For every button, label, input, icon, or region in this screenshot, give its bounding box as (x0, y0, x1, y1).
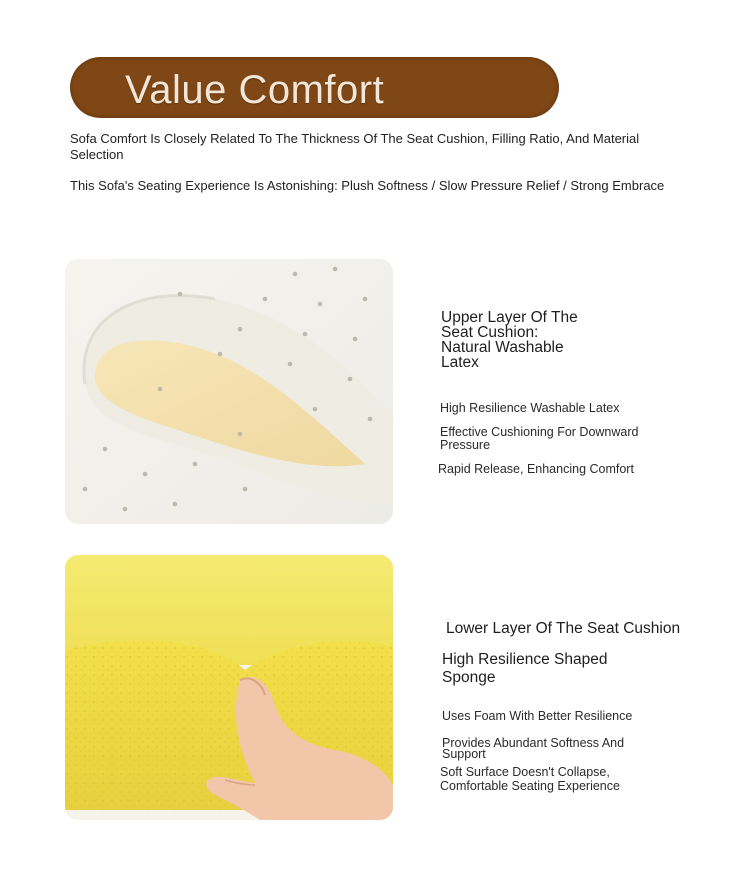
lower-layer-heading: High Resilience Shaped Sponge (442, 651, 608, 686)
lower-feature-2: Provides Abundant Softness And Support (442, 736, 625, 761)
lower-feature-3: Soft Surface Doesn't Collapse, Comfortable Seating Experience (440, 765, 620, 793)
banner-title: Value Comfort (125, 68, 385, 112)
lower-feature-1: Uses Foam With Better Resilience (442, 709, 633, 723)
upper-feature-3: Rapid Release, Enhancing Comfort (438, 462, 634, 476)
latex-sheet-photo (65, 259, 393, 524)
lower-layer-title: Lower Layer Of The Seat Cushion (446, 620, 681, 637)
upper-layer-heading: Upper Layer Of The Seat Cushion: Natural Washable Latex (441, 309, 578, 371)
upper-feature-1: High Resilience Washable Latex (440, 401, 620, 415)
upper-feature-2: Effective Cushioning For Downward Pressure (440, 425, 639, 452)
intro-line-2: This Sofa's Seating Experience Is Astonishing: Plush Softness / Slow Pressure Relief / Strong Embrace (70, 178, 665, 193)
intro-line-1: Sofa Comfort Is Closely Related To The Thickness Of The Seat Cushion, Filling Ratio, And Material Selection (70, 131, 640, 162)
yellow-sponge-photo (65, 555, 393, 820)
